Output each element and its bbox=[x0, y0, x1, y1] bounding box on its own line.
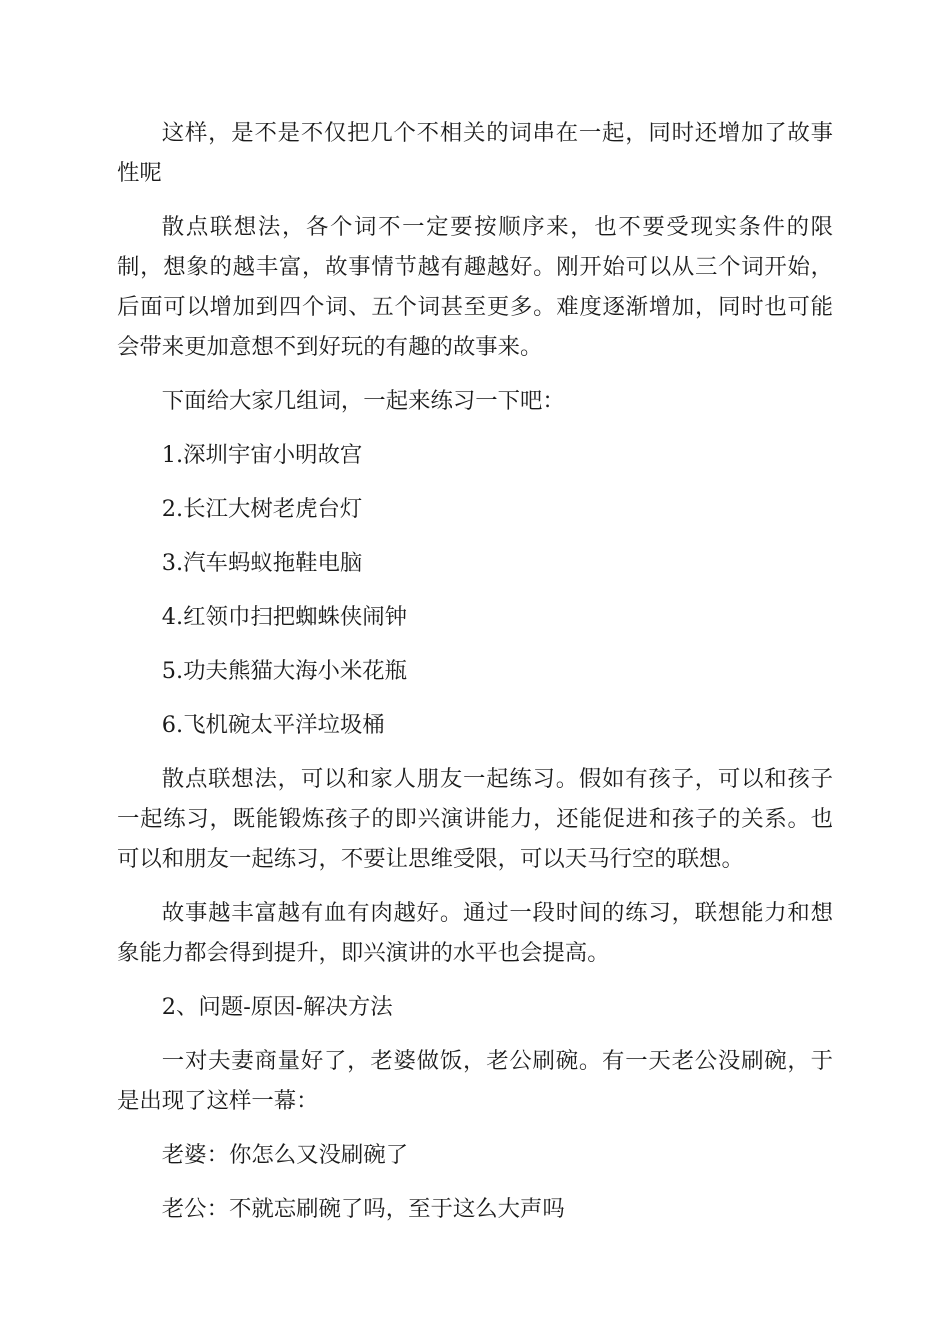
paragraph-story-question: 这样，是不是不仅把几个不相关的词串在一起，同时还增加了故事性呢 bbox=[117, 120, 833, 186]
paragraph-practice-with-family: 散点联想法，可以和家人朋友一起练习。假如有孩子，可以和孩子一起练习，既能锻炼孩子的即兴演讲能力，还能促进和孩子的关系。也可以和朋友一起练习，不要让思维受限，可以天马行空的联想。 bbox=[117, 766, 833, 872]
word-group-2: 2.长江大树老虎台灯 bbox=[161, 496, 363, 522]
word-group-6: 6.飞机碗太平洋垃圾桶 bbox=[161, 712, 385, 738]
document-body bbox=[117, 113, 833, 1243]
paragraph-practice-intro: 下面给大家几组词，一起来练习一下吧： bbox=[161, 388, 565, 414]
word-group-3: 3.汽车蚂蚁拖鞋电脑 bbox=[161, 550, 363, 576]
word-group-5: 5.功夫熊猫大海小米花瓶 bbox=[161, 658, 408, 684]
paragraph-richer-story: 故事越丰富越有血有肉越好。通过一段时间的练习，联想能力和想象能力都会得到提升，即兴演讲的水平也会提高。 bbox=[117, 900, 833, 966]
word-group-4: 4.红领巾扫把蜘蛛侠闹钟 bbox=[161, 604, 408, 630]
section-heading-problem-cause-solution: 2、问题-原因-解决方法 bbox=[161, 994, 393, 1020]
dialogue-wife: 老婆：你怎么又没刷碗了 bbox=[161, 1142, 409, 1168]
paragraph-scatter-method: 散点联想法，各个词不一定要按顺序来，也不要受现实条件的限制，想象的越丰富，故事情节越有趣越好。刚开始可以从三个词开始，后面可以增加到四个词、五个词甚至更多。难度逐渐增加，同时也可能会带来更加意想不到好玩的有趣的故事来。 bbox=[117, 214, 833, 360]
word-group-1: 1.深圳宇宙小明故宫 bbox=[161, 442, 363, 468]
paragraph-couple-story: 一对夫妻商量好了，老婆做饭，老公刷碗。有一天老公没刷碗，于是出现了这样一幕： bbox=[117, 1048, 833, 1114]
dialogue-husband: 老公：不就忘刷碗了吗，至于这么大声吗 bbox=[161, 1196, 565, 1222]
